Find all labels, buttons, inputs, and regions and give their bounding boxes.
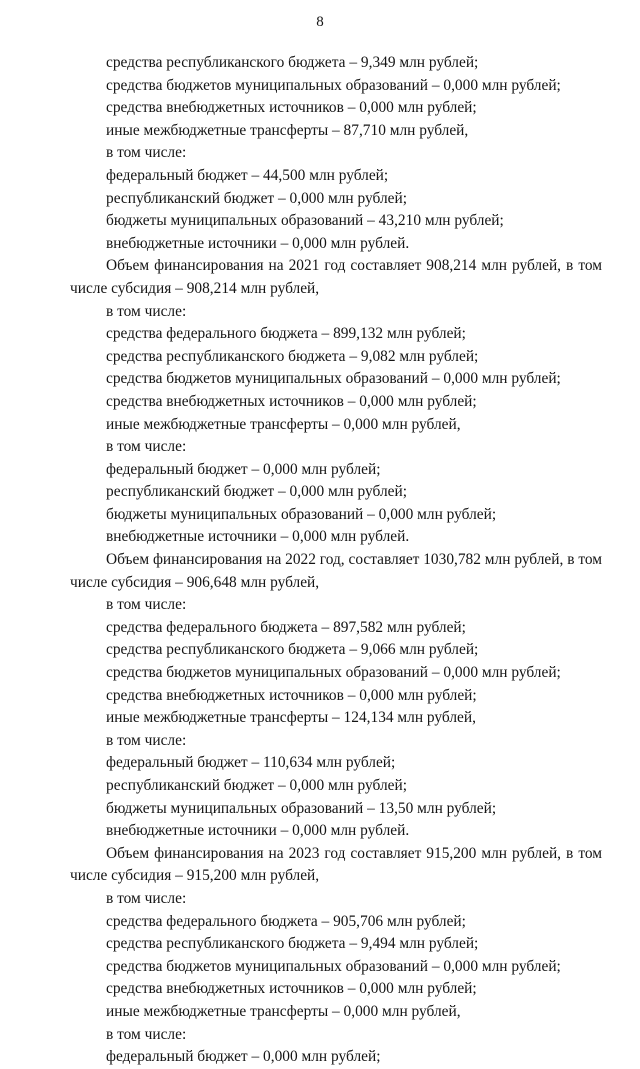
text-line: средства федерального бюджета – 905,706 млн рублей; [106,912,466,930]
text-line: в том числе: [106,889,187,907]
text-line: Объем финансирования на 2023 год составляет 915,200 млн рублей, в том [106,844,602,862]
text-line: федеральный бюджет – 0,000 млн рублей; [106,460,381,478]
text-line: средства бюджетов муниципальных образований – 0,000 млн рублей; [106,957,561,975]
text-line: средства внебюджетных источников – 0,000 млн рублей; [106,686,477,704]
text-line: бюджеты муниципальных образований – 13,50 млн рублей; [106,799,497,817]
text-line: средства республиканского бюджета – 9,066 млн рублей; [106,641,479,659]
text-line: в том числе: [106,596,187,614]
text-line: в том числе: [106,144,187,162]
text-line: числе субсидия – 906,648 млн рублей, [70,573,320,591]
text-line: в том числе: [106,731,187,749]
text-line: Объем финансирования на 2022 год, составляет 1030,782 млн рублей, в том [106,551,602,569]
text-line: в том числе: [106,1025,187,1043]
text-line: иные межбюджетные трансферты – 124,134 млн рублей, [106,709,476,727]
text-line: средства бюджетов муниципальных образований – 0,000 млн рублей; [106,370,561,388]
text-line: числе субсидия – 908,214 млн рублей, [70,279,320,297]
text-line: иные межбюджетные трансферты – 87,710 млн рублей, [106,121,469,139]
text-line: республиканский бюджет – 0,000 млн рублей; [106,777,407,794]
text-line: средства республиканского бюджета – 9,082 млн рублей; [106,347,479,365]
text-line: внебюджетные источники – 0,000 млн рублей. [106,528,410,546]
text-line: республиканский бюджет – 0,000 млн рублей; [106,189,407,207]
text-line: иные межбюджетные трансферты – 0,000 млн рублей, [106,415,461,433]
text-line: в том числе: [106,302,187,320]
text-line: в том числе: [106,438,187,456]
text-line: федеральный бюджет – 44,500 млн рублей; [106,166,389,184]
text-line: федеральный бюджет – 0,000 млн рублей; [106,1048,381,1066]
page-number: 8 [316,14,324,30]
text-line: федеральный бюджет – 110,634 млн рублей; [106,754,396,772]
text-line: средства внебюджетных источников – 0,000 млн рублей; [106,99,477,117]
text-line: средства федерального бюджета – 897,582 млн рублей; [106,618,466,636]
text-line: Объем финансирования на 2021 год составляет 908,214 млн рублей, в том [106,257,602,275]
text-line: бюджеты муниципальных образований – 43,210 млн рублей; [106,212,504,230]
document-body [70,52,602,1069]
text-line: средства республиканского бюджета – 9,494 млн рублей; [106,935,479,953]
text-line: внебюджетные источники – 0,000 млн рублей. [106,822,410,840]
text-line: бюджеты муниципальных образований – 0,000 млн рублей; [106,505,497,523]
text-line: средства внебюджетных источников – 0,000 млн рублей; [106,392,477,410]
text-line: средства бюджетов муниципальных образований – 0,000 млн рублей; [106,664,561,682]
text-line: средства республиканского бюджета – 9,349 млн рублей; [106,54,479,71]
text-line: республиканский бюджет – 0,000 млн рублей; [106,483,407,501]
text-line: средства внебюджетных источников – 0,000 млн рублей; [106,980,477,998]
text-line: средства федерального бюджета – 899,132 млн рублей; [106,325,466,343]
text-line: иные межбюджетные трансферты – 0,000 млн рублей, [106,1002,461,1020]
text-line: средства бюджетов муниципальных образований – 0,000 млн рублей; [106,76,561,94]
text-line: внебюджетные источники – 0,000 млн рублей. [106,234,410,252]
text-line: числе субсидия – 915,200 млн рублей, [70,867,320,885]
